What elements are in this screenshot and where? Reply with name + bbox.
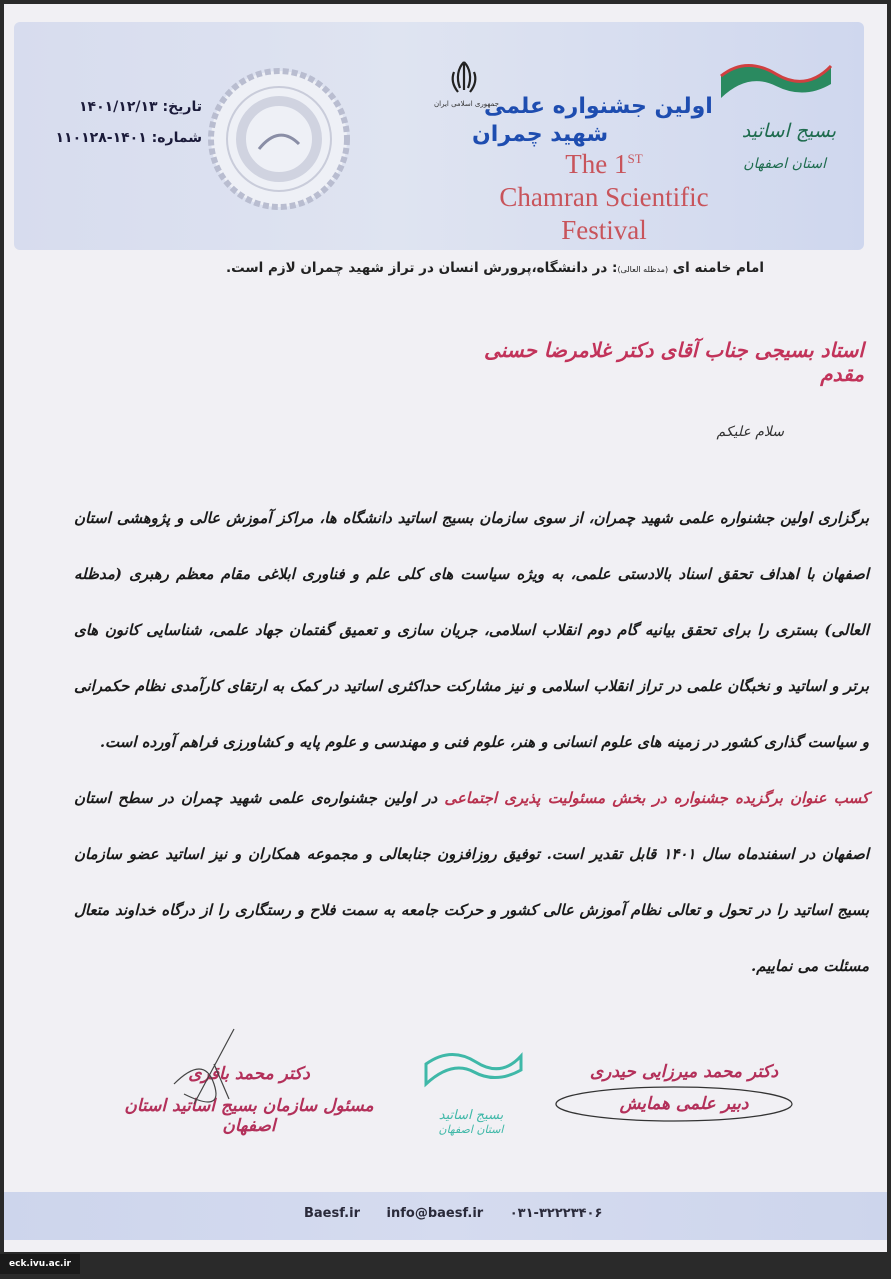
addressee: استاد بسیجی جناب آقای دکتر غلامرضا حسنی مقدم [484, 338, 864, 386]
stamp-line-2: استان اصفهان [438, 1123, 504, 1136]
signer-right-name: دکتر محمد میرزایی حیدری [589, 1062, 779, 1082]
festival-en-line2: Chamran Scientific [499, 182, 709, 212]
award-highlight: کسب عنوان برگزیده جشنواره در بخش مسئولیت پذیری اجتماعی [444, 789, 869, 807]
signature-right [564, 1062, 804, 1114]
greeting: سلام علیکم [716, 424, 784, 440]
quote-text: : در دانشگاه،پرورش انسان در تراز شهید چمران لازم است. [225, 260, 618, 276]
letter-page [4, 4, 887, 1252]
signature-scribble-right [554, 1084, 794, 1124]
footer-site: Baesf.ir [304, 1206, 360, 1221]
festival-the: The 1 [565, 149, 628, 179]
signature-scribble-left [154, 1024, 274, 1114]
letter-meta [42, 92, 202, 154]
festival-title-en [469, 142, 739, 247]
signer-left-role: مسئول سازمان بسیج اساتید استان اصفهان [124, 1096, 374, 1136]
letter-body [74, 490, 869, 994]
iran-emblem-icon [446, 58, 482, 98]
signer-left-name: دکتر محمد باقری [188, 1064, 310, 1084]
festival-title-fa-2: شهید چمران [472, 122, 609, 147]
letter-number: شماره: ۱۴۰۱-۱۱۰۱۲۸ [55, 130, 202, 146]
body-paragraph-2-rest: در اولین جشنواره‌ی علمی شهید چمران در سطح استان اصفهان در اسفندماه سال ۱۴۰۱ قابل تقدیر است. توفیق روزافزون جنابعالی و مجموعه همکاران و نیز اساتید عضو سازمان بسیج اساتید را در تحول و تعالی نظام آموزش عالی کشور و حرکت جامعه به سمت فلاح و رستگاری را از درگاه خداوند متعال مسئلت می نماییم. [74, 789, 869, 975]
stamp-wave-icon [416, 1044, 526, 1104]
letterhead [14, 22, 864, 250]
flag-wave-icon [716, 56, 836, 116]
stamp-line-1: بسیج اساتید [438, 1108, 504, 1123]
logo-line-1: بسیج اساتید [741, 120, 836, 142]
footer-contacts [304, 1206, 624, 1221]
watermark-label: eck.ivu.ac.ir [0, 1254, 80, 1274]
emblem-caption: جمهوری اسلامی ایران [434, 100, 499, 108]
letter-footer [4, 1192, 887, 1240]
festival-seal-icon [204, 64, 354, 214]
quote-prefix: امام خامنه ای [672, 260, 764, 276]
footer-email: info@baesf.ir [386, 1206, 484, 1221]
logo-line-2: استان اصفهان [743, 156, 826, 172]
basij-stamp [416, 1044, 526, 1164]
festival-en-line3: Festival [561, 215, 647, 245]
leader-quote [164, 260, 764, 276]
festival-title-fa-1: اولین جشنواره علمی [484, 94, 713, 119]
body-paragraph-2 [74, 770, 869, 994]
letter-date: تاریخ: ۱۴۰۱/۱۲/۱۳ [79, 99, 202, 115]
footer-phone: ۰۳۱-۳۲۲۲۳۴۰۶ [509, 1206, 603, 1221]
signature-left [124, 1064, 374, 1136]
signer-right-role: دبیر علمی همایش [619, 1094, 749, 1114]
festival-sup: ST [627, 151, 643, 166]
quote-honorific: (مدظله العالی) [617, 265, 669, 274]
body-paragraph-1: برگزاری اولین جشنواره علمی شهید چمران، از سوی سازمان بسیج اساتید دانشگاه ها، مراکز آموزش عالی و پژوهشی استان اصفهان با اهداف تحقق اسناد بالادستی علمی، به ویژه سیاست های کلی علم و فناوری ابلاغی مقام معظم رهبری (مدظله العالی) بستری را برای تحقق بیانیه گام دوم انقلاب اسلامی، جریان سازی و تعمیق گفتمان جهاد علمی، شناسایی کانون های برتر و اساتید و نخبگان علمی در تراز انقلاب اسلامی و نیز مشارکت حداکثری اساتید در کمک به ارتقای کارآمدی نظام حکمرانی و سیاست گذاری کشور در زمینه های علوم انسانی و هنر، علوم فنی و مهندسی و علوم پایه و کشاورزی فراهم آورده است. [74, 509, 869, 751]
